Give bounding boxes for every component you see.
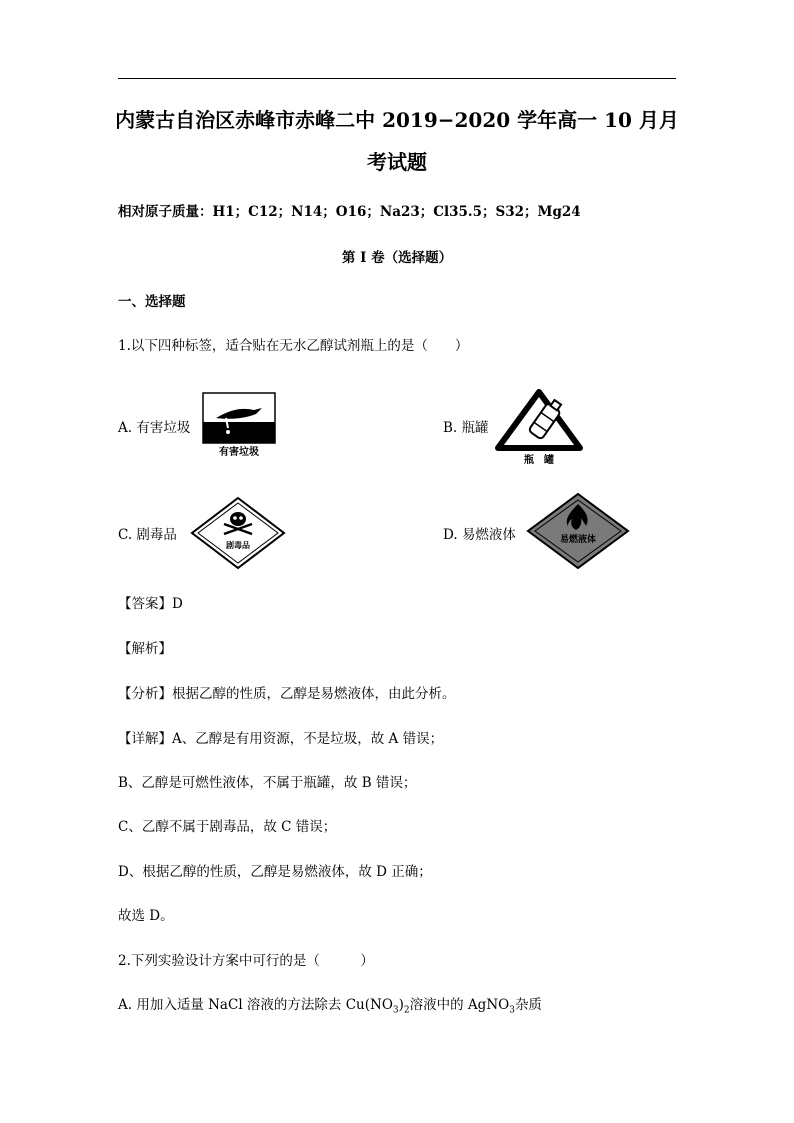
- detail-line-4: D、根据乙醇的性质，乙醇是易燃液体，故 D 正确；: [118, 864, 432, 880]
- section-heading: 一、选择题: [118, 294, 186, 310]
- analysis-line: 【分析】根据乙醇的性质，乙醇是易燃液体，由此分析。: [118, 686, 456, 702]
- page-title-line1: 内蒙古自治区赤峰市赤峰二中 2019−2020 学年高一 10 月月: [115, 108, 679, 132]
- detail-line-2: B、乙醇是可燃性液体，不属于瓶罐，故 B 错误；: [118, 775, 417, 791]
- question-1-stem: 1.以下四种标签，适合贴在无水乙醇试剂瓶上的是（ ）: [118, 338, 469, 354]
- flammable-liquid-icon: [526, 492, 630, 570]
- analysis-heading: 【解析】: [118, 641, 172, 657]
- sign-text-b: 瓶 罐: [524, 455, 554, 466]
- toxic-skull-icon: [190, 496, 286, 570]
- page-title-line2: 考试题: [367, 150, 427, 174]
- sign-text-a: 有害垃圾: [219, 447, 259, 458]
- volume-heading: 第 I 卷（选择题）: [341, 250, 453, 266]
- sign-text-c: 剧毒品: [226, 541, 250, 550]
- question-2-option-a: A. 用加入适量 NaCl 溶液的方法除去 $Cu(NO_3)_2$溶液中的 AgNO$_3$杂质: [118, 997, 542, 1016]
- option-c-label: C. 剧毒品: [118, 527, 177, 543]
- bottle-can-icon: [494, 388, 584, 466]
- atomic-mass-note: 相对原子质量：H1；C12；N14；O16；Na23；Cl35.5；S32；Mg24: [118, 204, 581, 220]
- option-a-label: A. 有害垃圾: [118, 420, 191, 436]
- sign-text-d: 易燃液体: [559, 535, 597, 545]
- detail-line-3: C、乙醇不属于剧毒品，故 C 错误；: [118, 819, 337, 835]
- detail-line-5: 故选 D。: [118, 908, 174, 924]
- detail-line-1: 【详解】A、乙醇是有用资源，不是垃圾，故 A 错误；: [118, 731, 444, 747]
- option-d-label: D. 易燃液体: [443, 527, 516, 543]
- answer-line: 【答案】D: [118, 596, 183, 612]
- header-rule: [118, 78, 676, 79]
- option-b-label: B. 瓶罐: [443, 420, 489, 436]
- question-2-stem: 2.下列实验设计方案中可行的是（ ）: [118, 953, 374, 969]
- hazardous-waste-icon: [202, 392, 276, 458]
